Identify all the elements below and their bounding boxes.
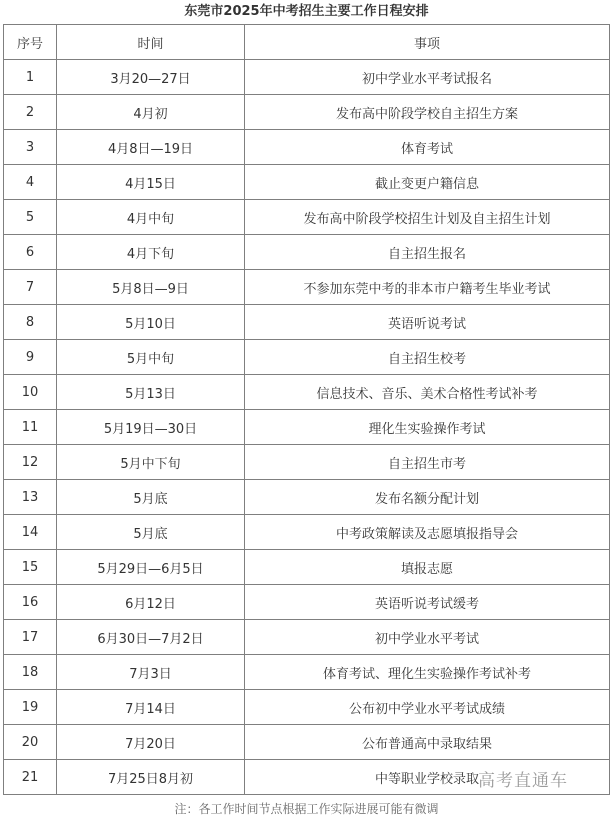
- table-row: [4, 410, 610, 445]
- cell-time: 7月25日8月初: [57, 760, 245, 795]
- header-item: 事项: [245, 25, 610, 60]
- cell-item: 自主招生校考: [245, 340, 610, 375]
- cell-seq: 21: [4, 760, 57, 795]
- cell-time: 5月8日—9日: [57, 270, 245, 305]
- cell-seq: 9: [4, 340, 57, 375]
- cell-seq: 1: [4, 60, 57, 95]
- page-title: 东莞市2025年中考招生主要工作日程安排: [184, 4, 429, 19]
- cell-time: 5月19日—30日: [57, 410, 245, 445]
- cell-item: 体育考试、理化生实验操作考试补考: [245, 655, 610, 690]
- cell-time: 6月30日—7月2日: [57, 620, 245, 655]
- cell-item: 体育考试: [245, 130, 610, 165]
- cell-item: 中考政策解读及志愿填报指导会: [245, 515, 610, 550]
- table-row: [4, 305, 610, 340]
- cell-item: 英语听说考试: [245, 305, 610, 340]
- cell-item: 自主招生市考: [245, 445, 610, 480]
- table-row: [4, 200, 610, 235]
- table-row: [4, 60, 610, 95]
- table-row: [4, 95, 610, 130]
- cell-item: 公布初中学业水平考试成绩: [245, 690, 610, 725]
- cell-seq: 16: [4, 585, 57, 620]
- cell-time: 5月中旬: [57, 340, 245, 375]
- cell-seq: 10: [4, 375, 57, 410]
- cell-item: 初中学业水平考试报名: [245, 60, 610, 95]
- cell-item: 发布名额分配计划: [245, 480, 610, 515]
- table-row: [4, 550, 610, 585]
- cell-time: 5月10日: [57, 305, 245, 340]
- table-row: [4, 270, 610, 305]
- watermark-text: 高考直通车: [478, 771, 568, 791]
- cell-seq: 15: [4, 550, 57, 585]
- cell-time: 5月底: [57, 515, 245, 550]
- table-row: [4, 690, 610, 725]
- cell-item: 中等职业学校录取: [245, 760, 610, 795]
- cell-seq: 7: [4, 270, 57, 305]
- cell-item: 填报志愿: [245, 550, 610, 585]
- header-time: 时间: [57, 25, 245, 60]
- cell-time: 5月中下旬: [57, 445, 245, 480]
- cell-seq: 5: [4, 200, 57, 235]
- cell-item: 发布高中阶段学校招生计划及自主招生计划: [245, 200, 610, 235]
- table-row: [4, 340, 610, 375]
- cell-seq: 20: [4, 725, 57, 760]
- cell-time: 3月20—27日: [57, 60, 245, 95]
- table-row: [4, 585, 610, 620]
- cell-item: 公布普通高中录取结果: [245, 725, 610, 760]
- table-row: [4, 445, 610, 480]
- cell-item: 截止变更户籍信息: [245, 165, 610, 200]
- cell-seq: 17: [4, 620, 57, 655]
- cell-time: 5月13日: [57, 375, 245, 410]
- cell-time: 4月8日—19日: [57, 130, 245, 165]
- cell-item: 理化生实验操作考试: [245, 410, 610, 445]
- cell-time: 7月20日: [57, 725, 245, 760]
- table-row: [4, 480, 610, 515]
- cell-time: 7月14日: [57, 690, 245, 725]
- cell-seq: 11: [4, 410, 57, 445]
- cell-seq: 2: [4, 95, 57, 130]
- cell-seq: 12: [4, 445, 57, 480]
- cell-seq: 19: [4, 690, 57, 725]
- table-row: [4, 375, 610, 410]
- table-row: [4, 515, 610, 550]
- cell-item: 不参加东莞中考的非本市户籍考生毕业考试: [245, 270, 610, 305]
- table-row: [4, 235, 610, 270]
- footnote: 注：各工作时间节点根据工作实际进展可能有微调: [174, 802, 439, 816]
- schedule-table: [3, 24, 610, 795]
- cell-time: 5月29日—6月5日: [57, 550, 245, 585]
- cell-seq: 14: [4, 515, 57, 550]
- table-header-row: [4, 25, 610, 60]
- schedule-body: [4, 60, 610, 795]
- cell-time: 7月3日: [57, 655, 245, 690]
- cell-time: 5月底: [57, 480, 245, 515]
- cell-time: 4月下旬: [57, 235, 245, 270]
- cell-seq: 4: [4, 165, 57, 200]
- table-row: [4, 165, 610, 200]
- cell-seq: 6: [4, 235, 57, 270]
- table-row: [4, 655, 610, 690]
- cell-time: 4月初: [57, 95, 245, 130]
- cell-seq: 18: [4, 655, 57, 690]
- cell-time: 6月12日: [57, 585, 245, 620]
- cell-item: 英语听说考试缓考: [245, 585, 610, 620]
- cell-seq: 13: [4, 480, 57, 515]
- cell-seq: 8: [4, 305, 57, 340]
- cell-time: 4月中旬: [57, 200, 245, 235]
- cell-item: 发布高中阶段学校自主招生方案: [245, 95, 610, 130]
- cell-seq: 3: [4, 130, 57, 165]
- cell-time: 4月15日: [57, 165, 245, 200]
- cell-item: 自主招生报名: [245, 235, 610, 270]
- table-row: [4, 725, 610, 760]
- table-row: [4, 130, 610, 165]
- cell-item: 初中学业水平考试: [245, 620, 610, 655]
- table-row: [4, 620, 610, 655]
- cell-item: 信息技术、音乐、美术合格性考试补考: [245, 375, 610, 410]
- header-seq: 序号: [4, 25, 57, 60]
